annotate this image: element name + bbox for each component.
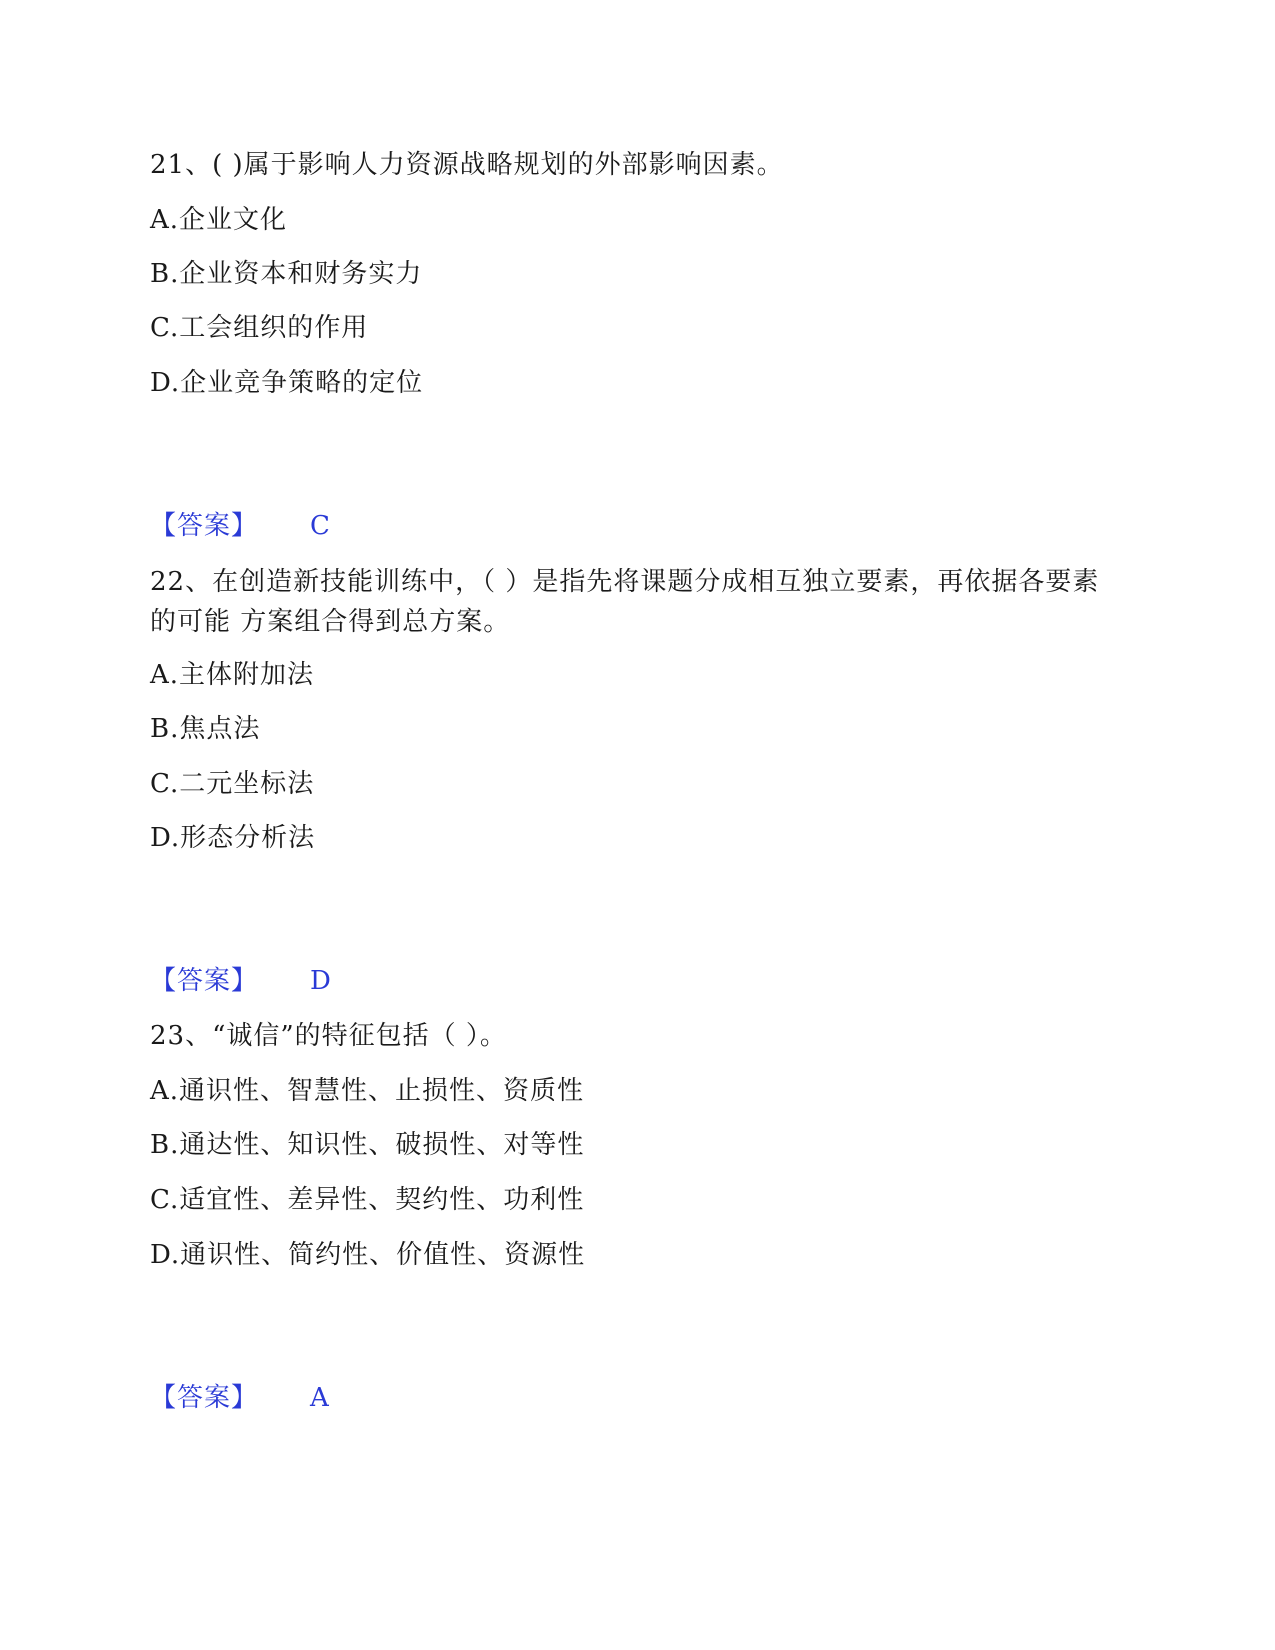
question-21-option-a: A.企业文化	[150, 205, 288, 235]
question-21-option-b: B.企业资本和财务实力	[150, 259, 423, 289]
question-22-option-d: D.形态分析法	[150, 823, 316, 853]
question-21-stem: 21、( )属于影响人力资源战略规划的外部影响因素。	[150, 150, 784, 180]
question-23-option-d: D.通识性、简约性、价值性、资源性	[150, 1240, 586, 1270]
answer-value: D	[310, 966, 331, 996]
question-21-option-d: D.企业竞争策略的定位	[150, 368, 424, 398]
question-21-option-c: C.工会组织的作用	[150, 313, 369, 343]
question-22-stem: 22、在创造新技能训练中，（ ）是指先将课题分成相互独立要素，再依据各要素的可能 方案组合得到总方案。	[150, 567, 1100, 637]
question-23-option-b: B.通达性、知识性、破损性、对等性	[150, 1130, 585, 1160]
question-23-answer	[150, 1383, 329, 1413]
answer-label: 【答案】	[150, 511, 259, 541]
answer-label: 【答案】	[150, 1383, 259, 1413]
question-23-option-c: C.适宜性、差异性、契约性、功利性	[150, 1185, 585, 1215]
answer-value: A	[310, 1383, 329, 1413]
question-22-option-c: C.二元坐标法	[150, 769, 315, 799]
question-21-answer	[150, 511, 330, 541]
question-22-option-a: A.主体附加法	[150, 660, 315, 690]
answer-value: C	[310, 511, 330, 541]
answer-label: 【答案】	[150, 966, 259, 996]
question-23-option-a: A.通识性、智慧性、止损性、资质性	[150, 1076, 585, 1106]
question-22-answer	[150, 966, 331, 996]
question-23-stem: 23、“诚信”的特征包括（ ）。	[150, 1021, 507, 1051]
question-22-option-b: B.焦点法	[150, 714, 261, 744]
